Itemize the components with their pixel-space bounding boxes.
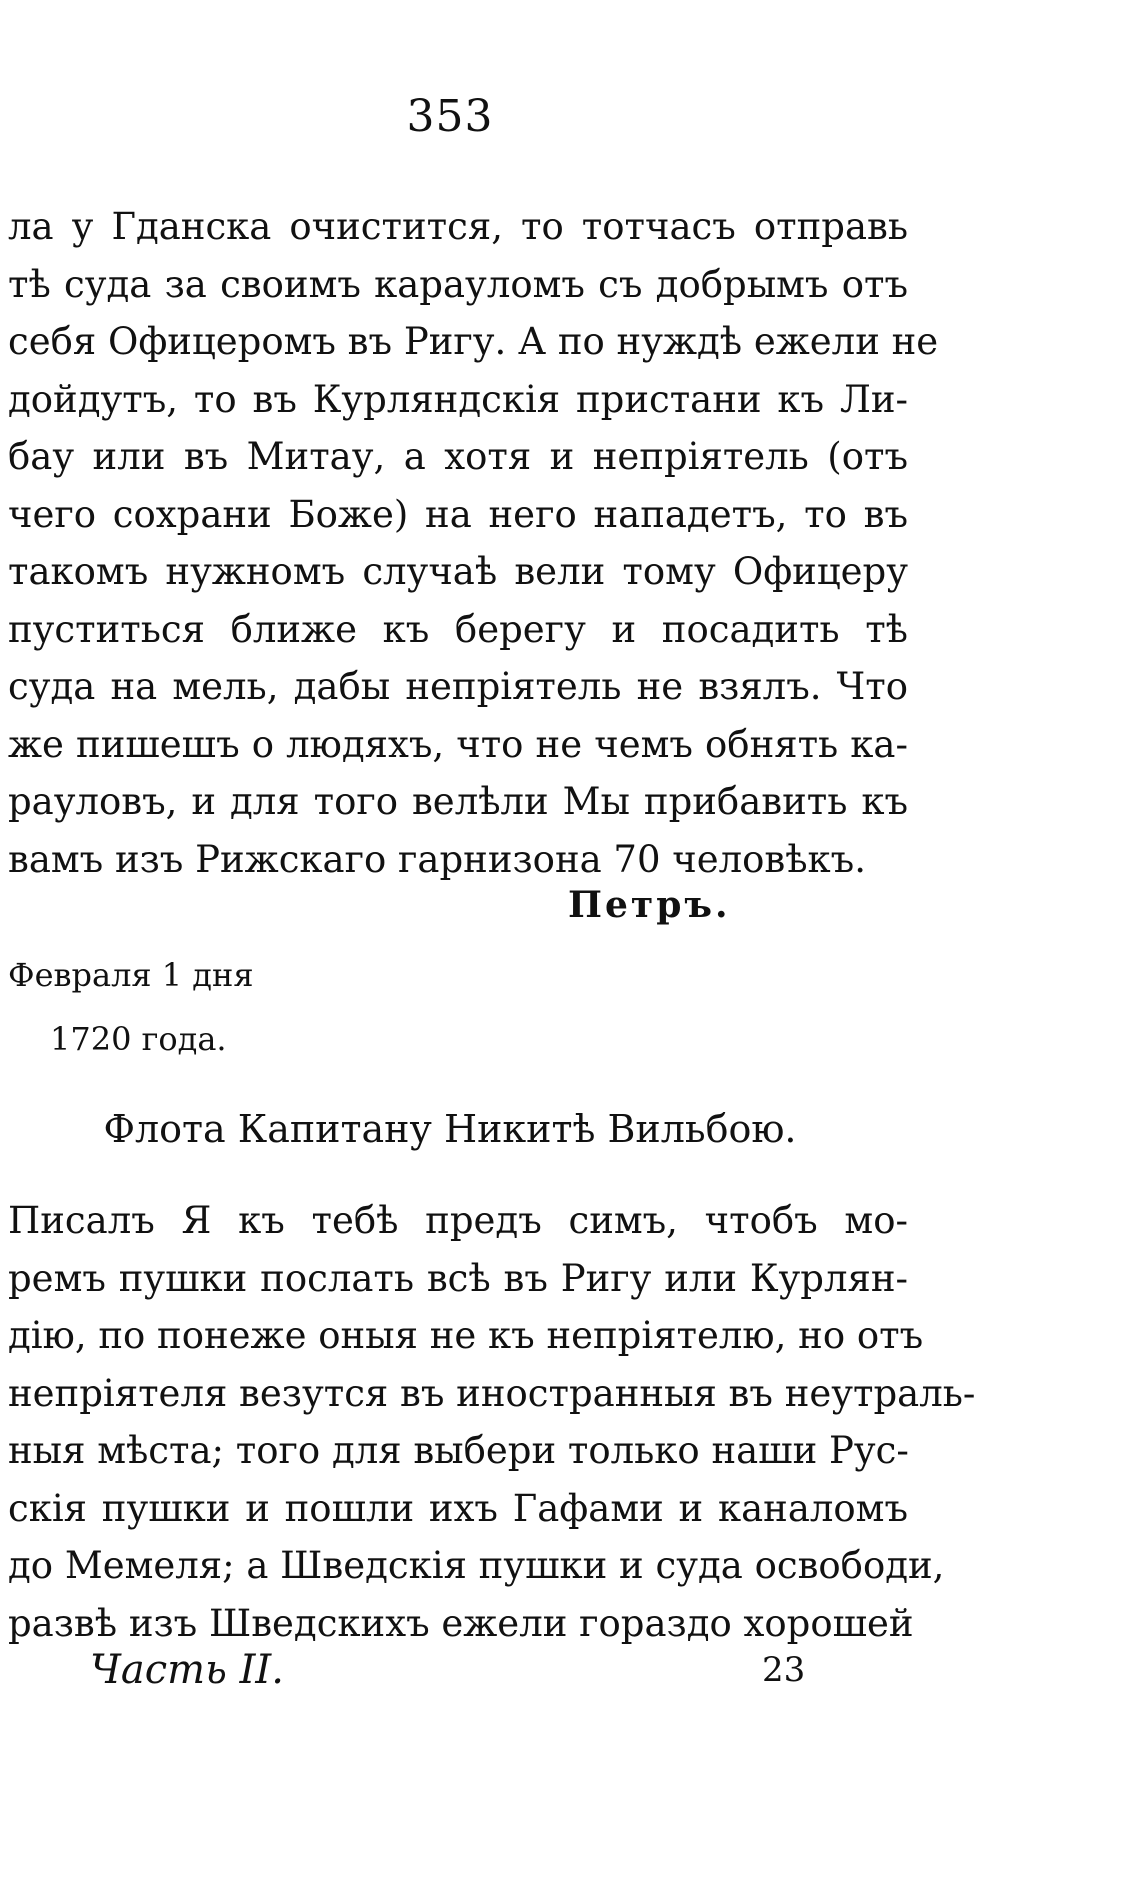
letter-date-day: Февраля 1 дня	[8, 956, 254, 994]
text-line: суда на мель, дабы непріятель не взялъ. Что	[8, 665, 908, 708]
text-line: скія пушки и пошли ихъ Гафами и каналомъ	[8, 1486, 908, 1530]
text-line: развѣ изъ Шведскихъ ежели гораздо хорошей	[8, 1601, 914, 1645]
text-line: дію, по понеже оныя не къ непріятелю, но отъ	[8, 1314, 924, 1357]
page-number: 353	[406, 91, 494, 142]
text-line: ла у Гданска очистится, то тотчасъ отправь	[8, 205, 908, 248]
text-line: ныя мѣста; того для выбери только наши Рус-	[8, 1429, 909, 1472]
footer-signature-mark: 23	[762, 1650, 806, 1690]
footer-part-label: Часть II.	[90, 1647, 284, 1693]
text-line: бау или въ Митау, а хотя и непріятель (отъ	[8, 435, 908, 478]
paragraph-second-letter	[8, 1192, 976, 1652]
letter-heading: Флота Капитану Никитѣ Вильбою.	[103, 1107, 797, 1151]
text-line: ремъ пушки послать всѣ въ Ригу или Курлян-	[8, 1256, 908, 1300]
text-line: тѣ суда за своимъ карауломъ съ добрымъ отъ	[8, 262, 908, 306]
paragraph-letter-body	[8, 198, 939, 888]
text-line: дойдутъ, то въ Курляндскія пристани къ Ли-	[8, 377, 908, 421]
text-line: себя Офицеромъ въ Ригу. А по нуждѣ ежели не	[8, 320, 939, 363]
text-line: Писалъ Я къ тебѣ предъ симъ, чтобъ мо-	[8, 1199, 908, 1242]
text-line: пуститься ближе къ берегу и посадить тѣ	[8, 607, 908, 651]
text-line: же пишешъ о людяхъ, что не чемъ обнять ка-	[8, 722, 908, 766]
text-line: до Мемеля; а Шведскія пушки и суда освободи,	[8, 1544, 945, 1587]
letter-date-year: 1720 года.	[50, 1020, 227, 1058]
text-line: рауловъ, и для того велѣли Мы прибавить къ	[8, 780, 908, 823]
text-line: такомъ нужномъ случаѣ вели тому Офицеру	[8, 550, 908, 593]
text-line: чего сохрани Боже) на него нападетъ, то въ	[8, 492, 908, 536]
text-line: непріятеля везутся въ иностранныя въ неутраль-	[8, 1371, 976, 1415]
letter-signature: Петръ.	[568, 884, 731, 926]
text-line: вамъ изъ Рижскаго гарнизона 70 человѣкъ.	[8, 837, 866, 881]
